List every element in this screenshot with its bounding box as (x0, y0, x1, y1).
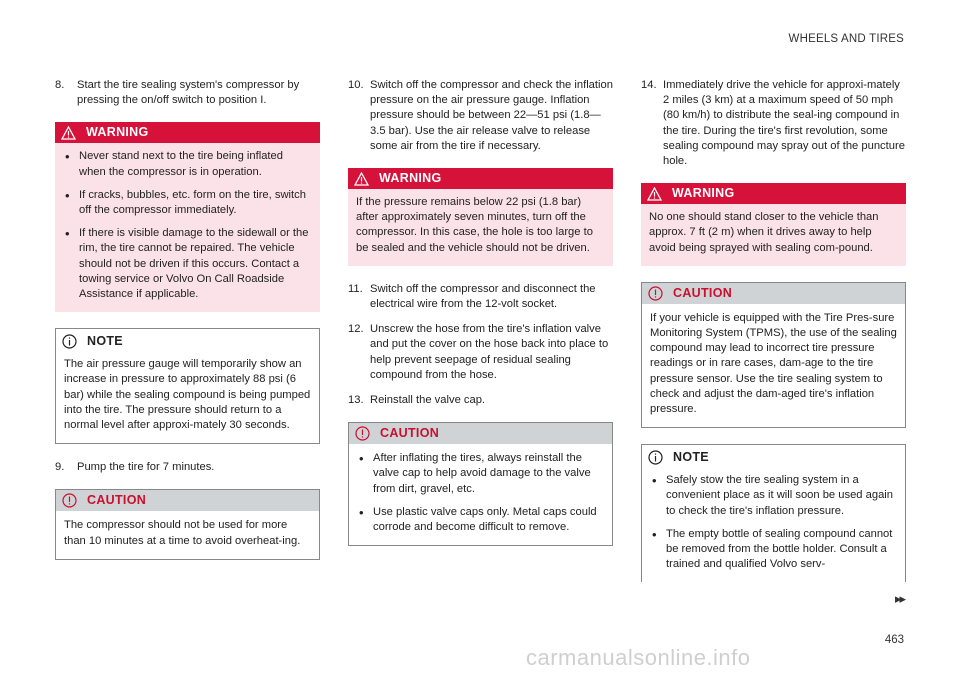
step-10 (348, 78, 613, 154)
step-8 (55, 78, 320, 108)
column-3 (641, 78, 906, 598)
warning-triangle-icon (60, 125, 76, 140)
column-1 (55, 78, 320, 576)
caution-icon (647, 286, 663, 301)
note-box (641, 444, 906, 582)
step-text: Pump the tire for 7 minutes. (77, 461, 215, 474)
warning-header (348, 168, 613, 189)
step-11 (348, 282, 613, 312)
step-12 (348, 322, 613, 383)
watermark: carmanualsonline.info (526, 645, 751, 670)
note-title: NOTE (673, 450, 709, 465)
caution-title: CAUTION (673, 285, 733, 300)
note-text: The air pressure gauge will temporarily show an increase in pressure to approximately 88 psi (6 bar) while the sealing compound is being pumped into the tire. The pressure should return to a normal level after approxi-mately 30 seconds. (64, 358, 311, 432)
step-number: 13. (348, 394, 364, 407)
note-list (650, 473, 897, 572)
warning-title: WARNING (672, 186, 735, 201)
caution-title: CAUTION (380, 426, 440, 441)
warning-text: No one should stand closer to the vehicle than approx. 7 ft (2 m) when it drives away to help avoid being sprayed with sealing com-pound. (649, 211, 879, 254)
caution-text: The compressor should not be used for more than 10 minutes at a time to avoid overheat-ing. (64, 519, 301, 547)
list-item: • The empty bottle of sealing compound cannot be removed from the bottle holder. Consult a trained and qualified Volvo serv- (650, 527, 897, 573)
step-number: 8. (55, 79, 65, 91)
step-number: 10. (348, 79, 364, 91)
note-box (55, 328, 320, 444)
info-icon (61, 334, 77, 349)
warning-box (55, 122, 320, 312)
list-item: • If there is visible damage to the sidewall or the rim, the tire cannot be repaired. The vehicle should not be driven if this occurs. Contact a towing service or Volvo On Call Roadside Assistance if applicable. (63, 226, 312, 302)
caution-text: If your vehicle is equipped with the Tire Pres-sure Monitoring System (TPMS), the use of the sealing compound may lead to incorrect tire pressure readings or in rare cases, dam-age to the tire pressure sensor. Use the tire sealing system to check and adjust the dam-aged tire's inflation pressure. (650, 311, 897, 416)
list-item: • Never stand next to the tire being inflated when the compressor is in operation. (63, 149, 312, 179)
warning-title: WARNING (86, 125, 149, 140)
warning-triangle-icon (353, 171, 369, 186)
info-icon (647, 450, 663, 465)
note-title: NOTE (87, 334, 123, 349)
warning-text: If the pressure remains below 22 psi (1.8 bar) after approximately seven minutes, turn off the compressor. In this case, the hole is too large to be sealed and the vehicle should not be driven. (356, 196, 593, 254)
caution-icon (354, 426, 370, 441)
warning-triangle-icon (646, 186, 662, 201)
step-number: 12. (348, 323, 364, 336)
warning-header (55, 122, 320, 143)
list-item: • Safely stow the tire sealing system in a convenient place as it will soon be used again to check the tire's inflation pressure. (650, 473, 897, 519)
caution-header (642, 283, 905, 304)
section-title: WHEELS AND TIRES (788, 33, 904, 45)
column-2 (348, 78, 613, 562)
caution-icon (61, 493, 77, 508)
list-item: • Use plastic valve caps only. Metal caps could corrode and become difficult to remove. (357, 505, 604, 535)
step-9 (55, 460, 320, 475)
step-13 (348, 393, 613, 408)
page-number: 463 (884, 634, 904, 646)
step-number: 11. (348, 282, 363, 295)
caution-box (55, 489, 320, 559)
caution-box (348, 422, 613, 546)
step-14 (641, 78, 906, 169)
warning-box (641, 183, 906, 266)
list-item: • After inflating the tires, always reinstall the valve cap to help avoid damage to the valve from dirt, gravel, etc. (357, 451, 604, 497)
caution-list (357, 451, 604, 535)
note-header (56, 329, 319, 350)
warning-header (641, 183, 906, 204)
caution-header (56, 490, 319, 511)
step-number: 9. (55, 461, 65, 474)
note-header (642, 445, 905, 466)
warning-list (63, 149, 312, 302)
step-number: 14. (641, 79, 657, 91)
step-text: Immediately drive the vehicle for approxi-mately 2 miles (3 km) at a maximum speed of 50 mph (80 km/h) to distribute the seal-ing compound in the tire. During the tire's first revolution, some sealing compound may spray out of the puncture hole. (663, 79, 905, 168)
warning-title: WARNING (379, 170, 442, 185)
step-text: Reinstall the valve cap. (370, 394, 486, 407)
step-text: Unscrew the hose from the tire's inflation valve and put the cover on the hose back into place to help prevent seepage of residual sealing compound from the hose. (370, 323, 609, 381)
continue-arrows-icon: ▸▸ (894, 591, 904, 606)
caution-box (641, 282, 906, 428)
step-text: Switch off the compressor and disconnect the electrical wire from the 12-volt socket. (370, 282, 596, 311)
list-item: • If cracks, bubbles, etc. form on the tire, switch off the compressor immediately. (63, 188, 312, 218)
step-text: Switch off the compressor and check the inflation pressure on the air pressure gauge. Inflation pressure should be between 22—51 psi (1.8—3.5 bar). Use the air release valve to release some air from the tire if necessary. (370, 79, 613, 152)
warning-box (348, 168, 613, 266)
caution-header (349, 423, 612, 444)
caution-title: CAUTION (87, 493, 147, 508)
step-text: Start the tire sealing system's compressor by pressing the on/off switch to position I. (77, 79, 300, 107)
